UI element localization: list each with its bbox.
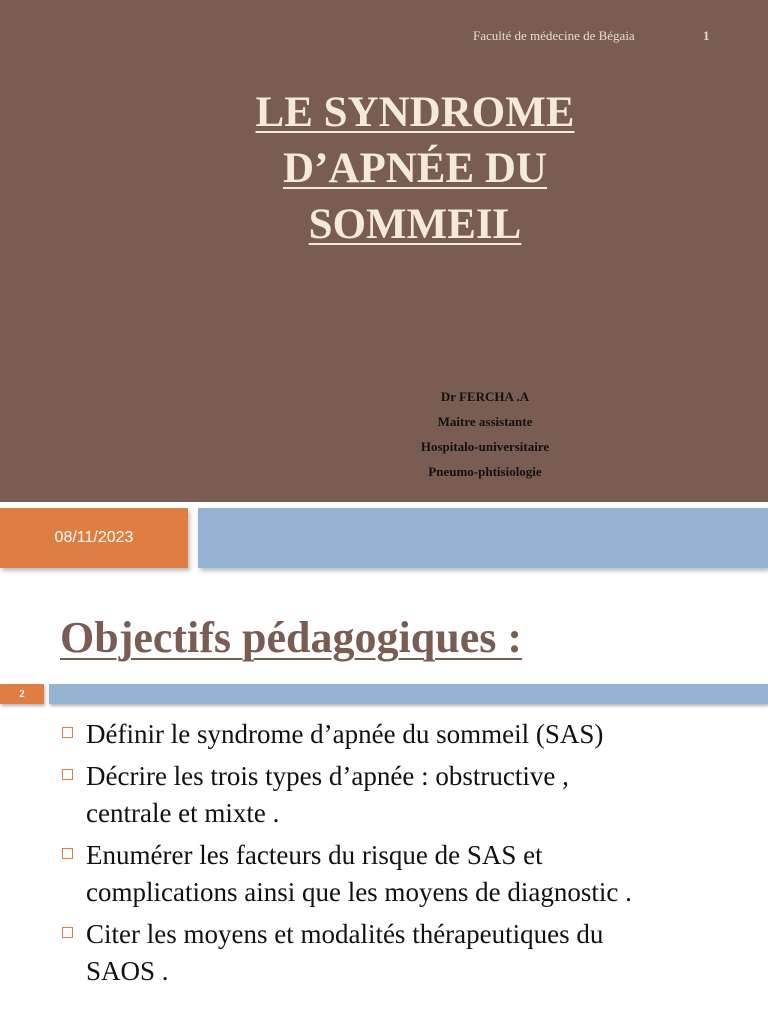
list-item — [60, 758, 760, 832]
title-slide — [0, 0, 768, 502]
footer-bar — [198, 508, 768, 568]
title-line: SOMMEIL — [308, 201, 522, 248]
list-item — [60, 716, 760, 753]
bullet-text: SAOS . — [86, 956, 169, 986]
author-block — [300, 384, 670, 484]
author-specialty: Pneumo-phtisiologie — [428, 464, 542, 479]
square-bullet-icon — [62, 848, 73, 859]
list-item — [60, 916, 760, 990]
bullet-text: Décrire les trois types d’apnée : obstructive , — [86, 761, 569, 791]
header-bar — [49, 684, 768, 704]
title-line: LE SYNDROME — [255, 89, 575, 136]
bullet-text: Définir le syndrome d’apnée du sommeil (SAS) — [86, 719, 604, 749]
author-title: Maitre assistante — [437, 414, 533, 429]
square-bullet-icon — [62, 927, 73, 938]
author-affiliation: Hospitalo-universitaire — [420, 439, 550, 454]
list-item — [60, 837, 760, 911]
presentation-title — [150, 85, 680, 253]
slide-number-2: 2 — [0, 684, 44, 704]
header-faculty: Faculté de médecine de Bégaia — [473, 28, 635, 43]
bullet-text: centrale et mixte . — [86, 798, 280, 828]
objectives-list — [60, 716, 760, 995]
date-box — [0, 508, 188, 568]
bullet-text: Citer les moyens et modalités thérapeutiques du — [86, 919, 604, 949]
bullet-text: Enumérer les facteurs du risque de SAS et — [86, 840, 543, 870]
title-line: D’APNÉE DU — [283, 145, 547, 192]
slide-number-1: 1 — [703, 28, 710, 43]
date-label: 08/11/2023 — [54, 529, 134, 546]
square-bullet-icon — [62, 727, 73, 738]
author-name: Dr FERCHA .A — [440, 389, 530, 404]
bullet-text: complications ainsi que les moyens de diagnostic . — [86, 877, 632, 907]
square-bullet-icon — [62, 769, 73, 780]
objectives-title: Objectifs pédagogiques : — [60, 613, 522, 662]
